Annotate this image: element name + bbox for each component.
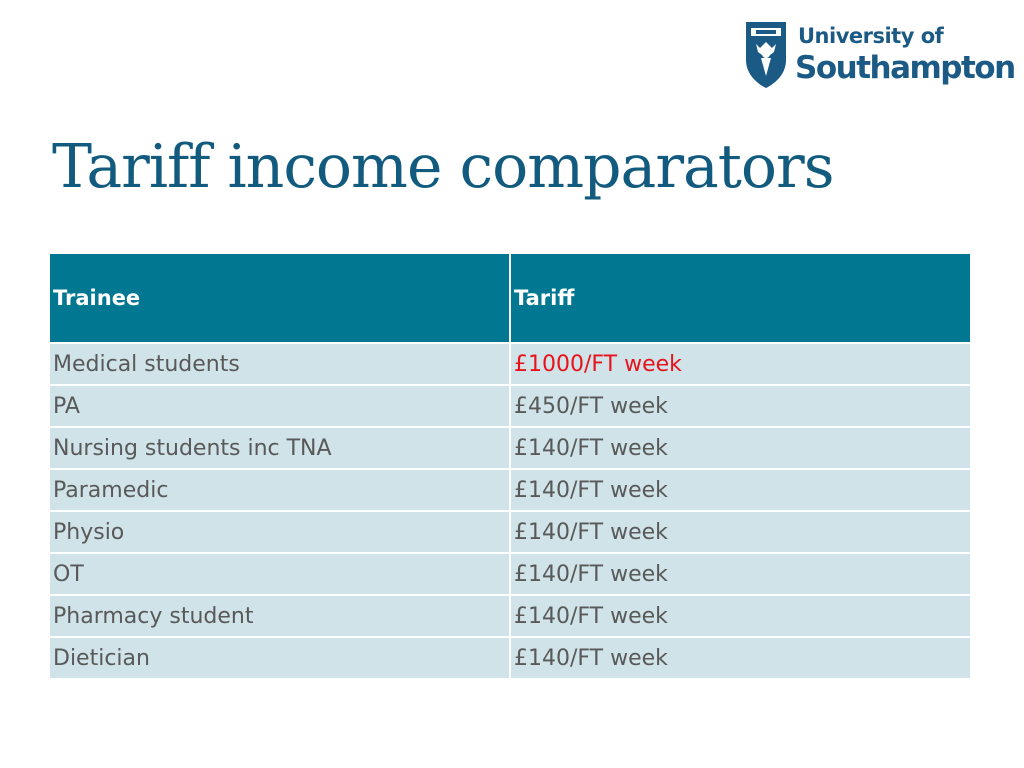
trainee-cell: PA [50, 385, 510, 427]
shield-icon [744, 20, 788, 90]
tariff-cell: £1000/FT week [510, 343, 970, 385]
tariff-cell: £140/FT week [510, 427, 970, 469]
header-trainee: Trainee [50, 254, 510, 343]
table-row [50, 511, 970, 553]
slide-title: Tariff income comparators [52, 132, 834, 202]
table-row [50, 385, 970, 427]
logo-text-line2: Southampton [795, 50, 1015, 86]
tariff-cell: £140/FT week [510, 637, 970, 678]
trainee-cell: Pharmacy student [50, 595, 510, 637]
tariff-cell: £140/FT week [510, 553, 970, 595]
trainee-cell: OT [50, 553, 510, 595]
trainee-cell: Dietician [50, 637, 510, 678]
trainee-cell: Nursing students inc TNA [50, 427, 510, 469]
trainee-cell: Physio [50, 511, 510, 553]
tariff-cell: £140/FT week [510, 595, 970, 637]
table-row [50, 595, 970, 637]
table-row [50, 343, 970, 385]
logo-text-line1: University of [798, 24, 944, 48]
tariff-cell: £450/FT week [510, 385, 970, 427]
table-row [50, 427, 970, 469]
tariff-cell: £140/FT week [510, 469, 970, 511]
trainee-cell: Medical students [50, 343, 510, 385]
tariff-table [50, 254, 970, 678]
table-header-row [50, 254, 970, 343]
university-logo [744, 20, 1015, 92]
header-tariff: Tariff [510, 254, 970, 343]
trainee-cell: Paramedic [50, 469, 510, 511]
table-row [50, 637, 970, 678]
table-row [50, 469, 970, 511]
table-row [50, 553, 970, 595]
tariff-cell: £140/FT week [510, 511, 970, 553]
